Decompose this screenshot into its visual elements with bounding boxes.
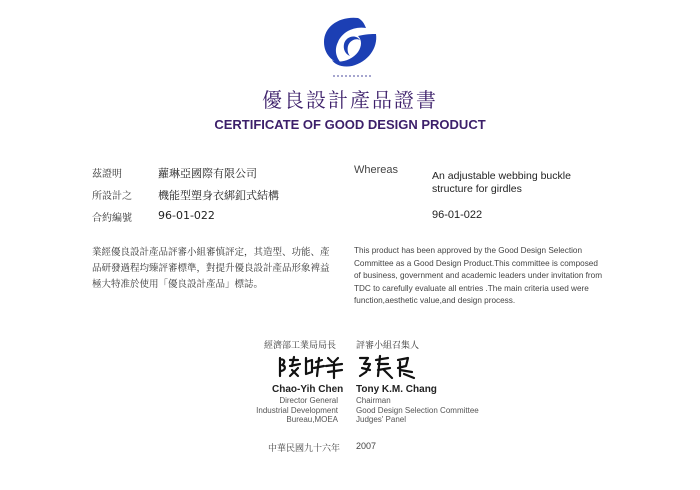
- designed-label: 所設計之: [92, 191, 132, 202]
- approval-paragraph-english: This product has been approved by the Good Design Selection Committee as a Good Design Product.This committee is composed of business, government and academic leaders under invitation from TDC to carefully evaluate all entries .The main criteria used were function,aesthetic value,and design process.: [354, 246, 603, 305]
- signature-right-image: [356, 352, 426, 380]
- company-name: 蘿琳亞國際有限公司: [158, 167, 257, 180]
- certificate-title-english: CERTIFICATE OF GOOD DESIGN PRODUCT: [214, 117, 486, 132]
- signer-right-title-line: Judges' Panel: [356, 415, 407, 424]
- signer-left-title-line: Director General: [279, 396, 338, 405]
- contract-number-english: 96-01-022: [432, 209, 483, 221]
- logo-dotted-line: [332, 74, 372, 78]
- signer-right-title-line: Chairman: [356, 396, 391, 405]
- signer-right-title-line: Good Design Selection Committee: [356, 405, 479, 415]
- issue-date-english: 2007: [356, 441, 377, 451]
- good-design-logo-icon: [318, 14, 382, 74]
- product-name-english: An adjustable webbing buckle structure for girdles: [432, 170, 571, 195]
- signer-left-title-line: Industrial Development Bureau,MOEA: [256, 405, 338, 424]
- signer-left-title: [206, 396, 338, 425]
- product-name-chinese: 機能型塑身衣綁釦式結構: [158, 189, 279, 202]
- signature-left-image: [276, 352, 346, 380]
- certificate-title-chinese: 優良設計產品證書: [262, 88, 438, 112]
- certify-label: 茲證明: [92, 169, 122, 180]
- signer-right-role-chinese: 評審小組召集人: [356, 341, 420, 351]
- contract-number-label: 合約編號: [92, 213, 132, 224]
- signer-right-name: Tony K.M. Chang: [356, 384, 437, 395]
- signer-left-name: Chao-Yih Chen: [272, 384, 344, 395]
- issue-date-chinese: 中華民國九十六年: [268, 444, 341, 454]
- whereas-label: Whereas: [354, 164, 399, 176]
- approval-paragraph-chinese: 業經優良設計產品評審小組審慎評定，其造型、功能、產品研發過程均臻評審標準，對提升優良設計產品形象裨益極大特准於使用「優良設計產品」標誌。: [92, 247, 330, 290]
- signer-left-role-chinese: 經濟部工業局局長: [264, 341, 337, 351]
- contract-number-chinese: 96-01-022: [158, 209, 215, 222]
- signer-right-title: [356, 396, 506, 425]
